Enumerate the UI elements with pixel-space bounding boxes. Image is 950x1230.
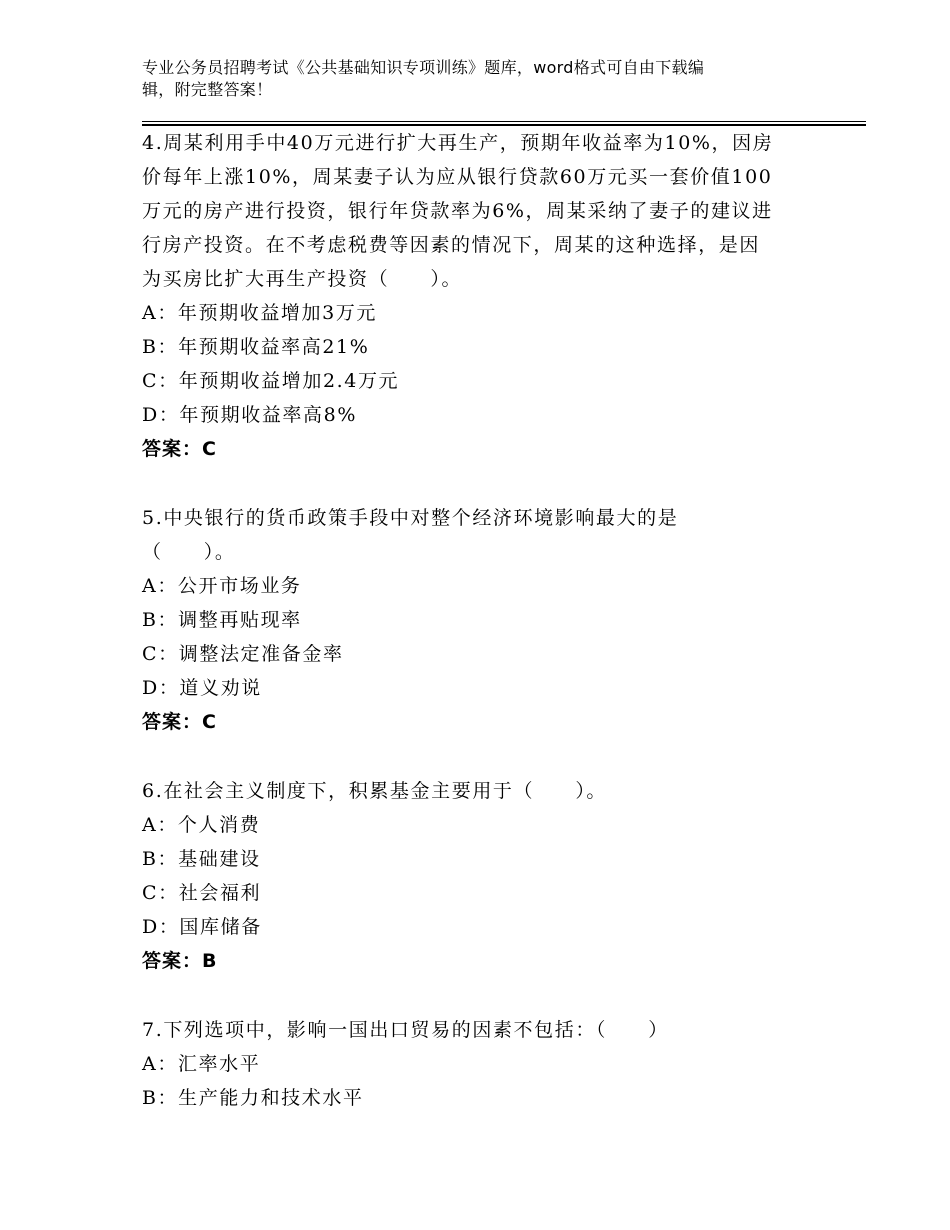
option-d: D：国库储备 xyxy=(142,916,262,938)
option-c: C：年预期收益增加2.4万元 xyxy=(142,370,400,392)
header-line-2: 辑，附完整答案！ xyxy=(142,80,273,99)
question-stem-line: 价每年上涨10%，周某妻子认为应从银行贷款60万元买一套价值100 xyxy=(142,166,773,188)
option-a: A：个人消费 xyxy=(142,814,261,836)
option-a: A：汇率水平 xyxy=(142,1053,261,1075)
option-b: B：生产能力和技术水平 xyxy=(142,1087,364,1109)
option-b: B：调整再贴现率 xyxy=(142,609,302,631)
answer-label: 答案：B xyxy=(142,950,218,972)
question-stem-line: （ ）。 xyxy=(142,541,236,563)
option-a: A：年预期收益增加3万元 xyxy=(142,302,378,324)
question-stem-line: 万元的房产进行投资，银行年贷款率为6%，周某采纳了妻子的建议进 xyxy=(142,200,773,222)
document-header xyxy=(142,57,802,101)
question-stem-line: 5.中央银行的货币政策手段中对整个经济环境影响最大的是 xyxy=(142,507,679,529)
option-c: C：调整法定准备金率 xyxy=(142,643,344,665)
question-stem-line: 7.下列选项中，影响一国出口贸易的因素不包括：（ ） xyxy=(142,1019,669,1041)
option-d: D：道义劝说 xyxy=(142,677,262,699)
answer-label: 答案：C xyxy=(142,438,217,460)
option-b: B：基础建设 xyxy=(142,848,261,870)
question-stem-line: 6.在社会主义制度下，积累基金主要用于（ ）。 xyxy=(142,780,608,802)
question-6 xyxy=(142,774,822,978)
answer-label: 答案：C xyxy=(142,711,217,733)
question-stem-line: 行房产投资。在不考虑税费等因素的情况下，周某的这种选择，是因 xyxy=(142,234,761,256)
header-line-1: 专业公务员招聘考试《公共基础知识专项训练》题库，word格式可自由下载编 xyxy=(142,58,705,77)
option-b: B：年预期收益率高21% xyxy=(142,336,370,358)
question-7 xyxy=(142,1013,822,1115)
option-c: C：社会福利 xyxy=(142,882,262,904)
option-d: D：年预期收益率高8% xyxy=(142,404,357,426)
question-5 xyxy=(142,501,822,739)
question-4 xyxy=(142,126,822,466)
question-stem-line: 4.周某利用手中40万元进行扩大再生产，预期年收益率为10%，因房 xyxy=(142,132,774,154)
question-stem-line: 为买房比扩大再生产投资（ ）。 xyxy=(142,268,463,290)
option-a: A：公开市场业务 xyxy=(142,575,302,597)
